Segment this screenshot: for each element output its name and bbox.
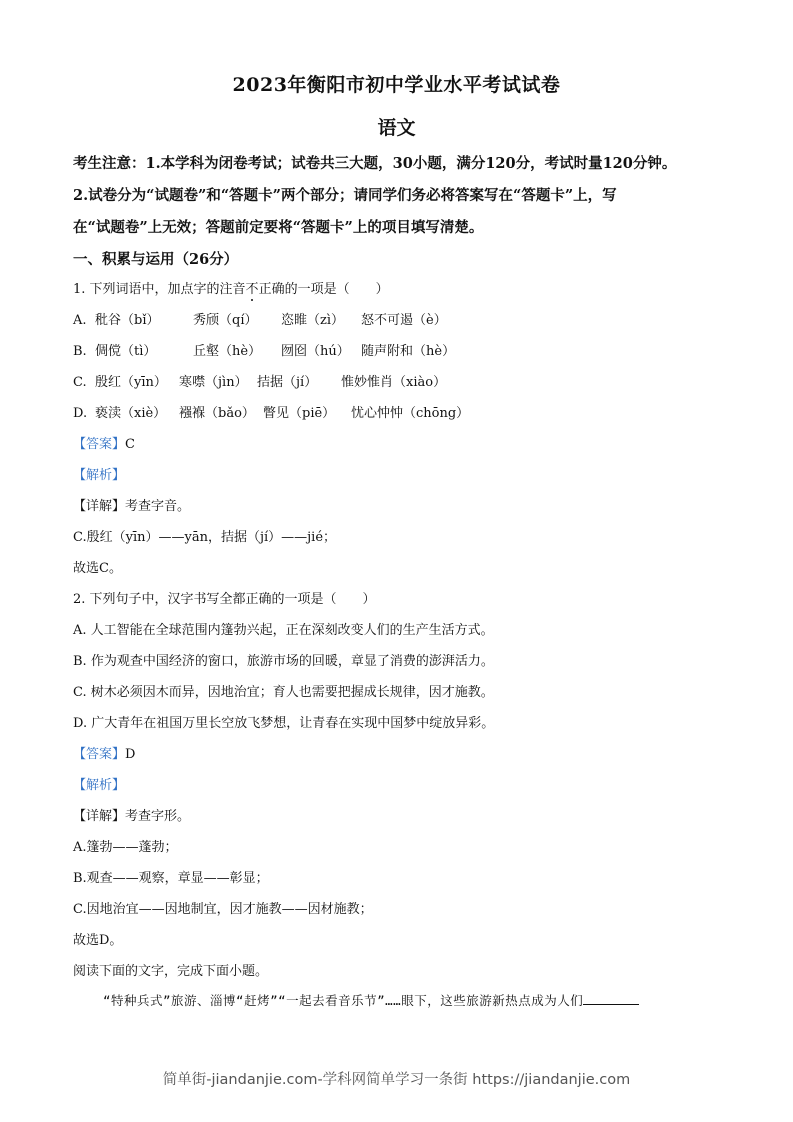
q2-explain-b: B.观查——观察，章显——彰显； [73, 871, 269, 886]
subject-title: 语文 [377, 117, 416, 139]
notice-line-2: 2.试卷分为“试题卷”和“答题卡”两个部分；请同学们务必将答案写在“答题卡”上，写 [73, 187, 617, 204]
exam-notice [73, 148, 733, 244]
reading-passage: “特种兵式”旅游、淄博“赶烤”“一起去看音乐节”……眼下，这些旅游新热点成为人们 [73, 987, 733, 1015]
answer-value: C [125, 437, 135, 452]
notice-line-1: 考生注意：1.本学科为闭卷考试；试卷共三大题，30小题，满分120分，考试时量120分钟。 [73, 155, 677, 172]
q2-option-c: C. 树木必须因木而异，因地治宜；育人也需要把握成长规律，因才施教。 [73, 685, 494, 700]
answer-tag: 【答案】 [73, 747, 126, 762]
q2-explain-a: A.篷勃——蓬勃； [73, 840, 178, 855]
question-2-stem: 2. 下列句子中，汉字书写全都正确的一项是（ ） [73, 592, 376, 607]
q1-option-b: B. 倜傥（tì） 丘壑（hè） 囫囵（hú） 随声附和（hè） [73, 344, 456, 359]
emphasis-dot-char: 不 [245, 282, 259, 297]
q2-analysis-tag: 【解析】 [73, 778, 126, 793]
reading-intro: 阅读下面的文字，完成下面小题。 [73, 964, 269, 979]
exam-content [73, 148, 733, 1015]
notice-line-3: 在“试题卷”上无效；答题前定要将“答题卡”上的项目填写清楚。 [73, 219, 484, 236]
q2-conclusion: 故选D。 [73, 933, 123, 948]
q2-answer [73, 739, 733, 770]
q1-conclusion: 故选C。 [73, 561, 122, 576]
question-1-stem: 1. 下列词语中，加点字的注音不正确的一项是（ ） [73, 282, 389, 297]
answer-tag: 【答案】 [73, 437, 126, 452]
q1-detail: 【详解】考查字音。 [73, 499, 191, 514]
q2-option-a: A. 人工智能在全球范围内篷勃兴起，正在深刻改变人们的生产生活方式。 [73, 623, 494, 638]
q2-detail: 【详解】考查字形。 [73, 809, 191, 824]
q1-option-a: A. 秕谷（bǐ） 秀颀（qí） 恣睢（zì） 怒不可遏（è） [73, 313, 447, 328]
q1-answer [73, 429, 733, 460]
q2-option-b: B. 作为观查中国经济的窗口，旅游市场的回暖，章显了消费的澎湃活力。 [73, 654, 494, 669]
page-footer: 简单街-jiandanjie.com-学科网简单学习一条街 https://jiandanjie.com [162, 1072, 631, 1088]
q1-explain: C.殷红（yīn）——yān，拮据（jí）——jié； [73, 530, 337, 545]
q1-option-d: D. 亵渎（xiè） 襁褓（bǎo） 瞥见（piē） 忧心忡忡（chōng） [73, 406, 470, 421]
q1-analysis-tag: 【解析】 [73, 468, 126, 483]
fill-blank [583, 990, 639, 1005]
section-heading: 一、积累与运用（26分） [73, 251, 239, 268]
q2-option-d: D. 广大青年在祖国万里长空放飞梦想，让青春在实现中国梦中绽放异彩。 [73, 716, 495, 731]
answer-value: D [125, 747, 136, 762]
q1-option-c: C. 殷红（yīn） 寒噤（jìn） 拮据（jí） 惟妙惟肖（xiào） [73, 375, 447, 390]
exam-title: 2023年衡阳市初中学业水平考试试卷 [232, 74, 561, 96]
q2-explain-c: C.因地治宜——因地制宜，因才施教——因材施教； [73, 902, 373, 917]
